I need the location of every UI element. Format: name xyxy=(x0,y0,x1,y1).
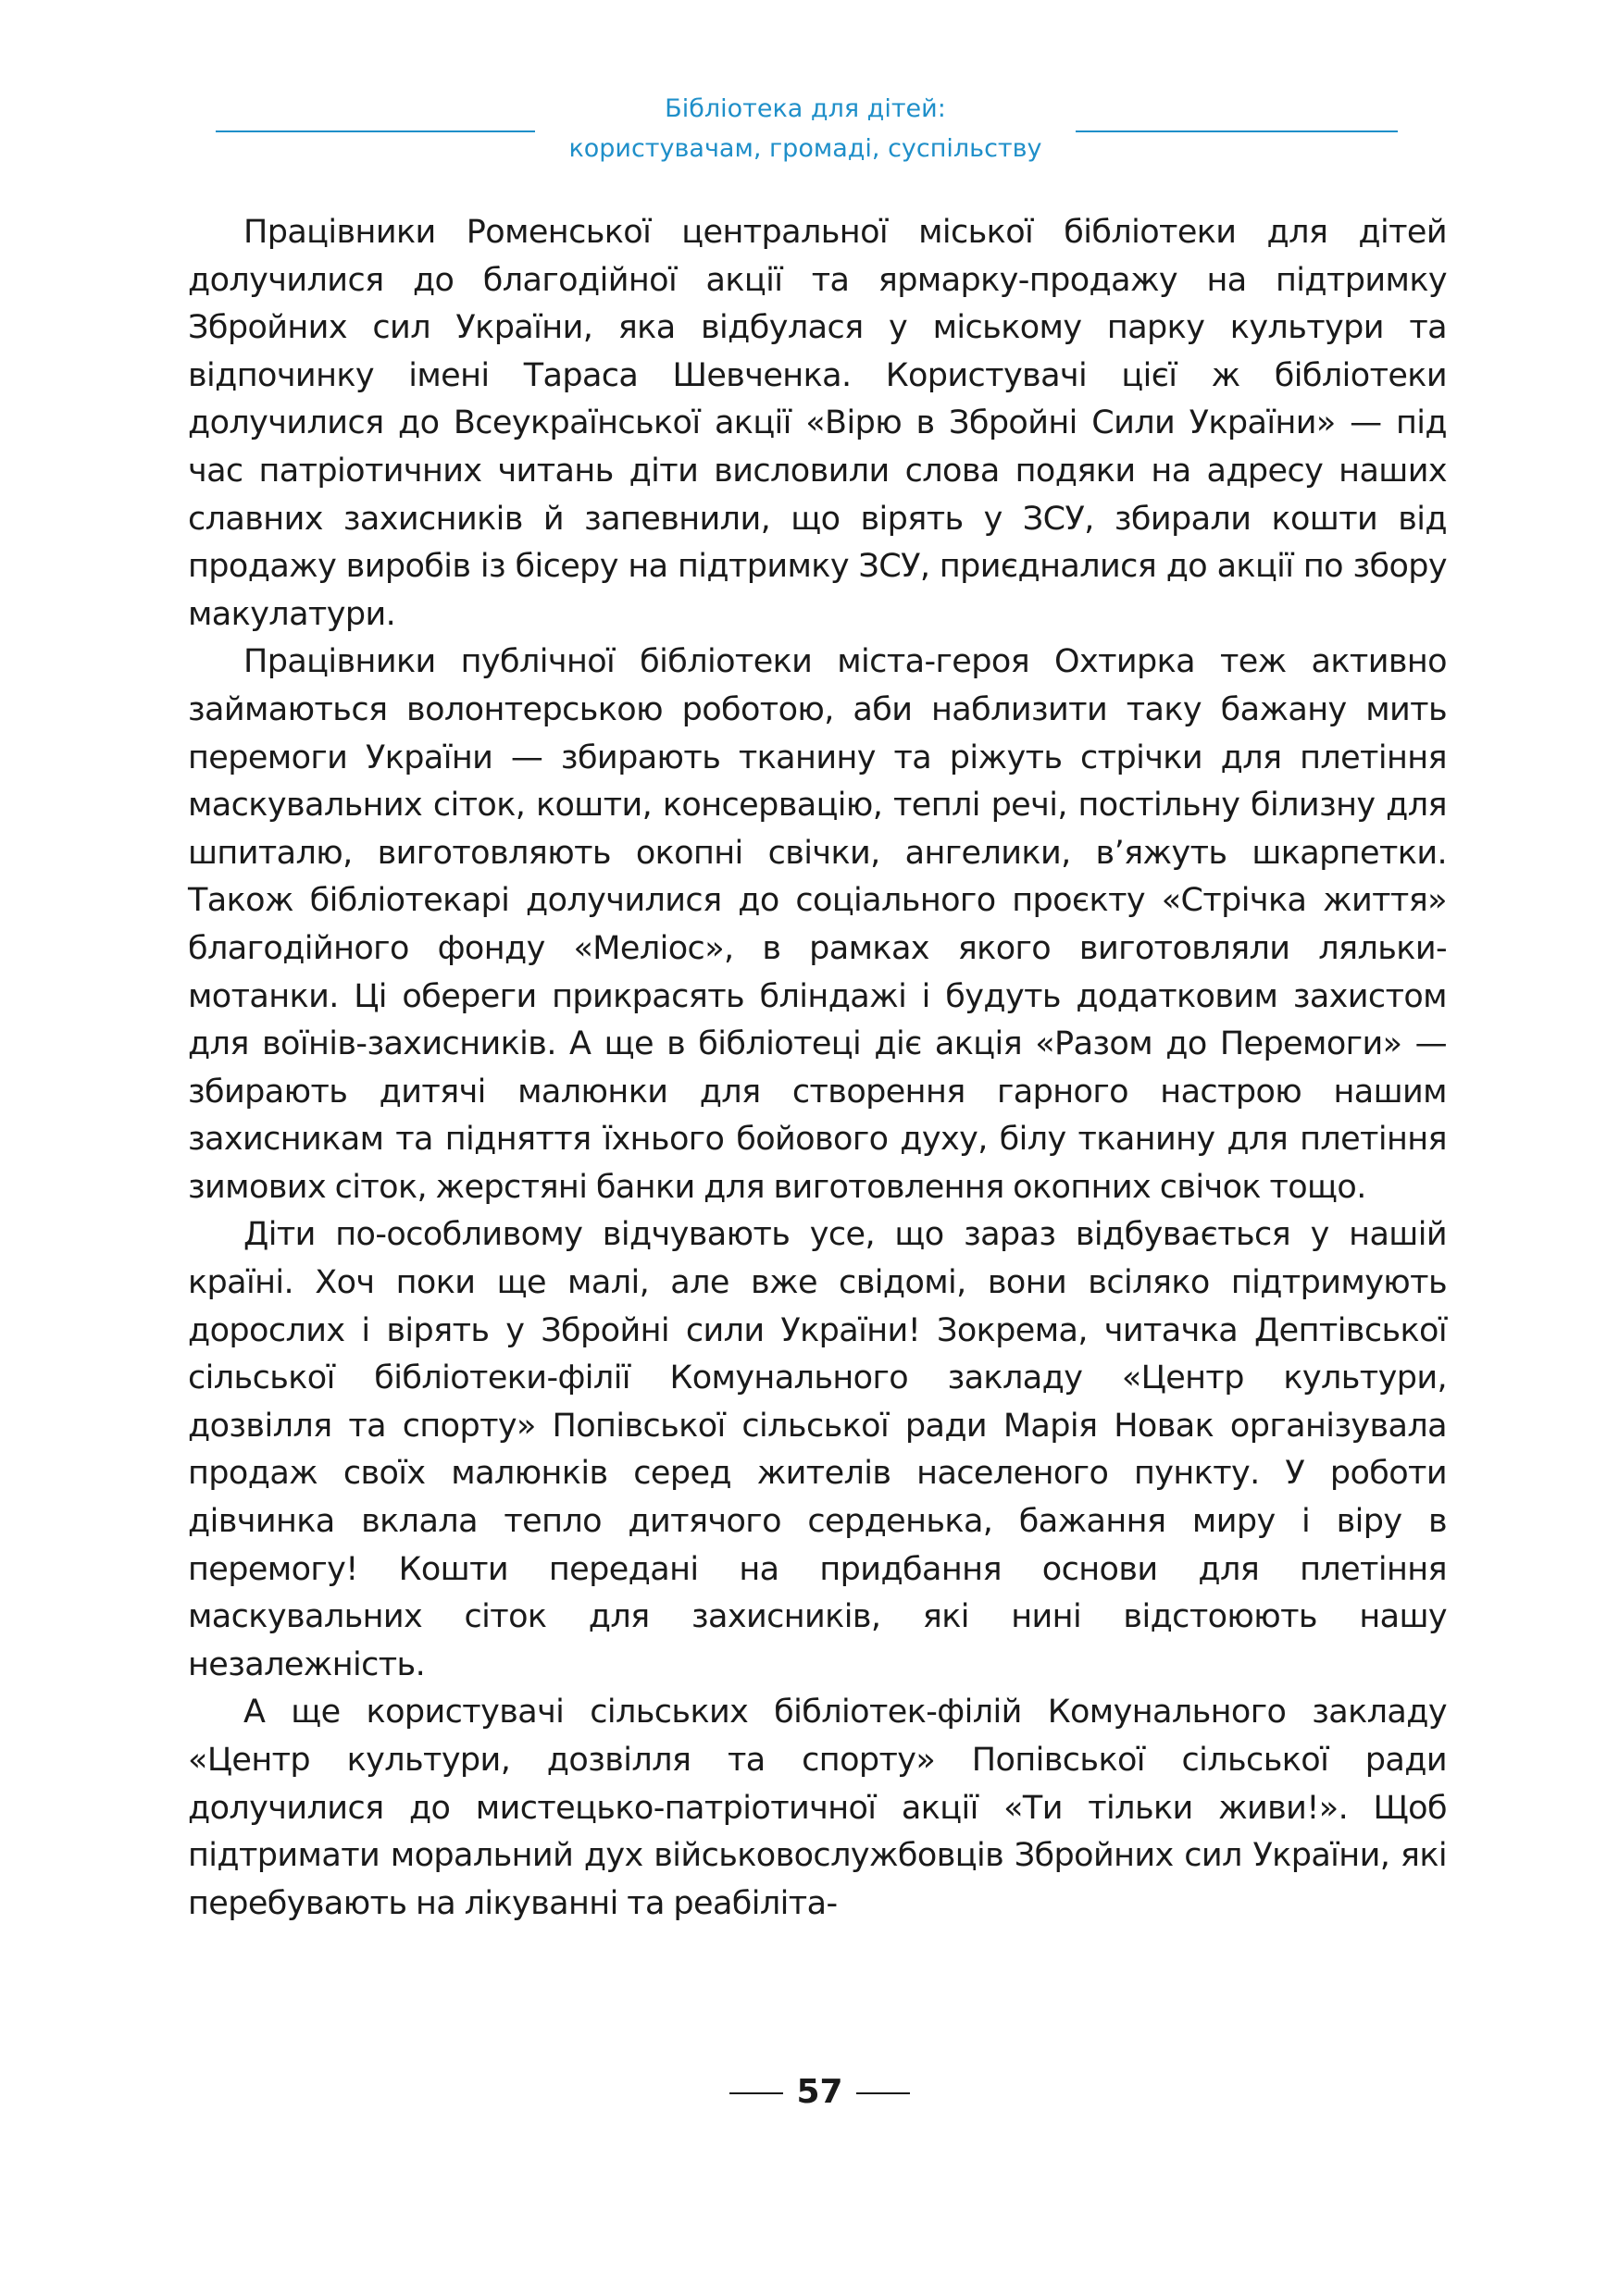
header-title xyxy=(535,89,1076,168)
paragraph-1: Працівники Роменської центральної міської бібліотеки для дітей долучилися до благодійної акції та ярмарку-продажу на підтримку Збройних сил України, яка відбулася у міському парку культури та відпочинку імені Тараса Шевченка. Користувачі цієї ж бібліотеки долучилися до Всеукраїнської акції «Вірю в Збройні Сили України» — під час патріотичних читань діти висловили слова подяки на адресу наших славних захисників й запевнили, що вірять у ЗСУ, збирали кошти від продажу виробів із бісеру на підтримку ЗСУ, приєдналися до акції по збору макулатури. xyxy=(188,214,1447,633)
paragraph-2: Працівники публічної бібліотеки міста-героя Охтирка теж активно займаються волонтерською роботою, аби наблизити таку бажану мить перемоги України — збирають тканину та ріжуть стрічки для плетіння маскувальних сіток, кошти, консервацію, теплі речі, постільну білизну для шпиталю, виготовляють окопні свічки, ангелики, в’яжуть шкарпетки. Також бібліотекарі долучилися до соціального проєкту «Стрічка життя» благодійного фонду «Меліос», в рамках якого виготовляли ляльки-мотанки. Ці обереги прикрасять бліндажі і будуть додатковим захистом для воїнів-захисників. А ще в бібліотеці діє акція «Разом до Перемоги» — збирають дитячі малюнки для створення гарного настрою нашим захисникам та підняття їхнього бойового духу, білу тканину для плетіння зимових сіток, жерстяні банки для виготовлення окопних свічок тощо. xyxy=(188,643,1447,1206)
header-title-line-2: користувачам, громаді, суспільству xyxy=(568,134,1042,163)
header-rule-left xyxy=(216,130,535,132)
footer-rule-right xyxy=(856,2092,910,2094)
footer-rule-left xyxy=(729,2092,783,2094)
page-number: 57 xyxy=(796,2073,843,2111)
paragraph-4: А ще користувачі сільських бібліотек-філій Комунального закладу «Центр культури, дозвілля та спорту» Попівської сільської ради долучилися до мистецько-патріотичної акції «Ти тільки живи!». Щоб підтримати моральний дух військовослужбовців Збройних сил України, які перебувають на лікуванні та реабіліта- xyxy=(188,1694,1447,1922)
header-title-line-1: Бібліотека для дітей: xyxy=(665,94,946,123)
header-rule-right xyxy=(1076,130,1398,132)
body-text xyxy=(188,209,1447,1928)
page-footer xyxy=(0,2066,1619,2121)
paragraph-3: Діти по-особливому відчувають усе, що зараз відбувається у нашій країні. Хоч поки ще малі, але вже свідомі, вони всіляко підтримують дорослих і вірять у Збройні сили України! Зокрема, читачка Дептівської сільської бібліотеки-філії Комунального закладу «Центр культури, дозвілля та спорту» Попівської сільської ради Марія Новак організувала продаж своїх малюнків серед жителів населеного пункту. У роботи дівчинка вклала тепло дитячого серденька, бажання миру і віру в перемогу! Кошти передані на придбання основи для плетіння маскувальних сіток для захисників, які нині відстоюють нашу незалежність. xyxy=(188,1216,1447,1683)
running-header xyxy=(0,89,1619,172)
